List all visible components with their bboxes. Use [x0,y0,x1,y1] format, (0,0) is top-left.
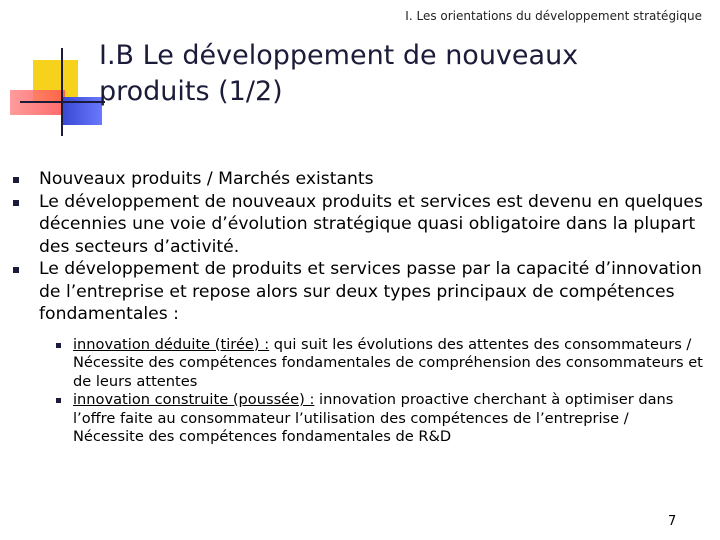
slide-title [99,38,699,110]
bullet-text: Le développement de nouveaux produits et services est devenu en quelques décennies une voie d’évolution stratégique quasi obligatoire dans la plupart des secteurs d’activité. [39,191,703,257]
sub-list-item [73,336,703,392]
square-bullet-icon [56,398,61,403]
sub-item-text: qui suit les évolutions des attentes des consommateurs / Nécessite des compétences fondamentales de compréhension des consommateurs et de leurs attentes [73,335,703,390]
list-item [39,168,704,191]
sub-list [0,336,720,447]
logo-vertical-line [61,48,63,136]
list-item [39,191,704,259]
slide-body [0,168,720,447]
square-bullet-icon [13,200,19,206]
sub-list-item [73,391,703,447]
page-number: 7 [668,514,677,529]
logo-horizontal-line [20,101,105,103]
title-line-1: I.B Le développement de nouveaux [99,40,579,71]
bullet-text: Nouveaux produits / Marchés existants [39,169,374,189]
sub-item-text: innovation proactive cherchant à optimiser dans l’offre faite au consommateur l’utilisation des compétences de l’entreprise / Nécessite des compétences fondamentales de R&D [73,391,674,445]
square-bullet-icon [13,177,19,183]
logo-decoration [0,0,110,140]
square-bullet-icon [13,267,19,273]
square-bullet-icon [56,343,61,348]
sub-item-term: innovation déduite (tirée) : [73,335,270,353]
bullet-text: Le développement de produits et services passe par la capacité d’innovation de l’entreprise et repose alors sur deux types principaux de compétences fondamentales : [39,259,702,324]
list-item [39,258,704,326]
slide-header: I. Les orientations du développement stratégique [405,9,702,23]
sub-item-term: innovation construite (poussée) : [73,391,315,408]
title-line-2: produits (1/2) [99,76,283,107]
